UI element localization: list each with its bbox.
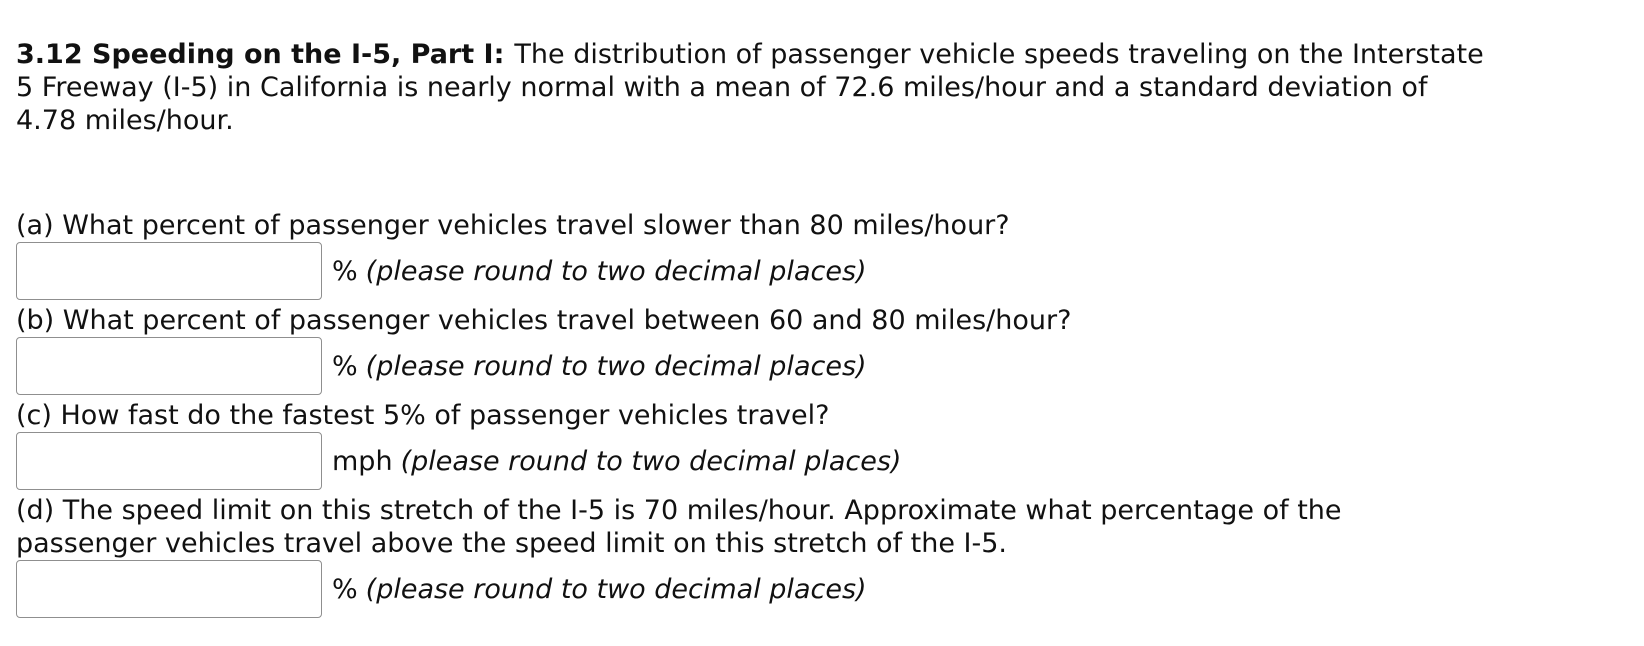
question-d-text: (d) The speed limit on this stretch of the I-5 is 70 miles/hour. Approximate what percentage of the passenger vehicles travel above the speed limit on this stretch of the I-5. <box>16 495 1342 559</box>
question-a-text: (a) What percent of passenger vehicles travel slower than 80 miles/hour? <box>16 210 1010 241</box>
answer-b-suffix <box>332 350 867 383</box>
problem-title: 3.12 Speeding on the I-5, Part I: <box>16 39 505 70</box>
problem-page <box>16 38 1516 622</box>
answer-a-input[interactable] <box>16 242 322 300</box>
problem-intro <box>16 38 1486 137</box>
answer-row-c <box>16 430 1516 492</box>
answer-c-suffix <box>332 445 901 478</box>
answer-d-note: (please round to two decimal places) <box>365 573 867 605</box>
answer-b-unit: % <box>332 350 358 382</box>
answer-a-note: (please round to two decimal places) <box>365 255 867 287</box>
answer-c-note: (please round to two decimal places) <box>400 445 902 477</box>
answer-row-d <box>16 558 1516 620</box>
answer-b-note: (please round to two decimal places) <box>365 350 867 382</box>
answer-c-input[interactable] <box>16 432 322 490</box>
answer-row-a <box>16 240 1516 302</box>
answer-c-unit: mph <box>332 445 393 477</box>
problem-statement: The distribution of passenger vehicle speeds traveling on the Interstate 5 Freeway (I-5) in California is nearly normal with a mean of 72.6 miles/hour and a standard deviation of 4.78 miles/hour. <box>16 39 1484 136</box>
answer-a-unit: % <box>332 255 358 287</box>
answer-a-suffix <box>332 255 867 288</box>
answer-b-input[interactable] <box>16 337 322 395</box>
question-c-text: (c) How fast do the fastest 5% of passenger vehicles travel? <box>16 400 830 431</box>
answer-row-b <box>16 335 1516 397</box>
answer-d-suffix <box>332 573 867 606</box>
question-b-text: (b) What percent of passenger vehicles travel between 60 and 80 miles/hour? <box>16 305 1072 336</box>
answer-d-unit: % <box>332 573 358 605</box>
questions-list <box>16 209 1516 620</box>
answer-d-input[interactable] <box>16 560 322 618</box>
